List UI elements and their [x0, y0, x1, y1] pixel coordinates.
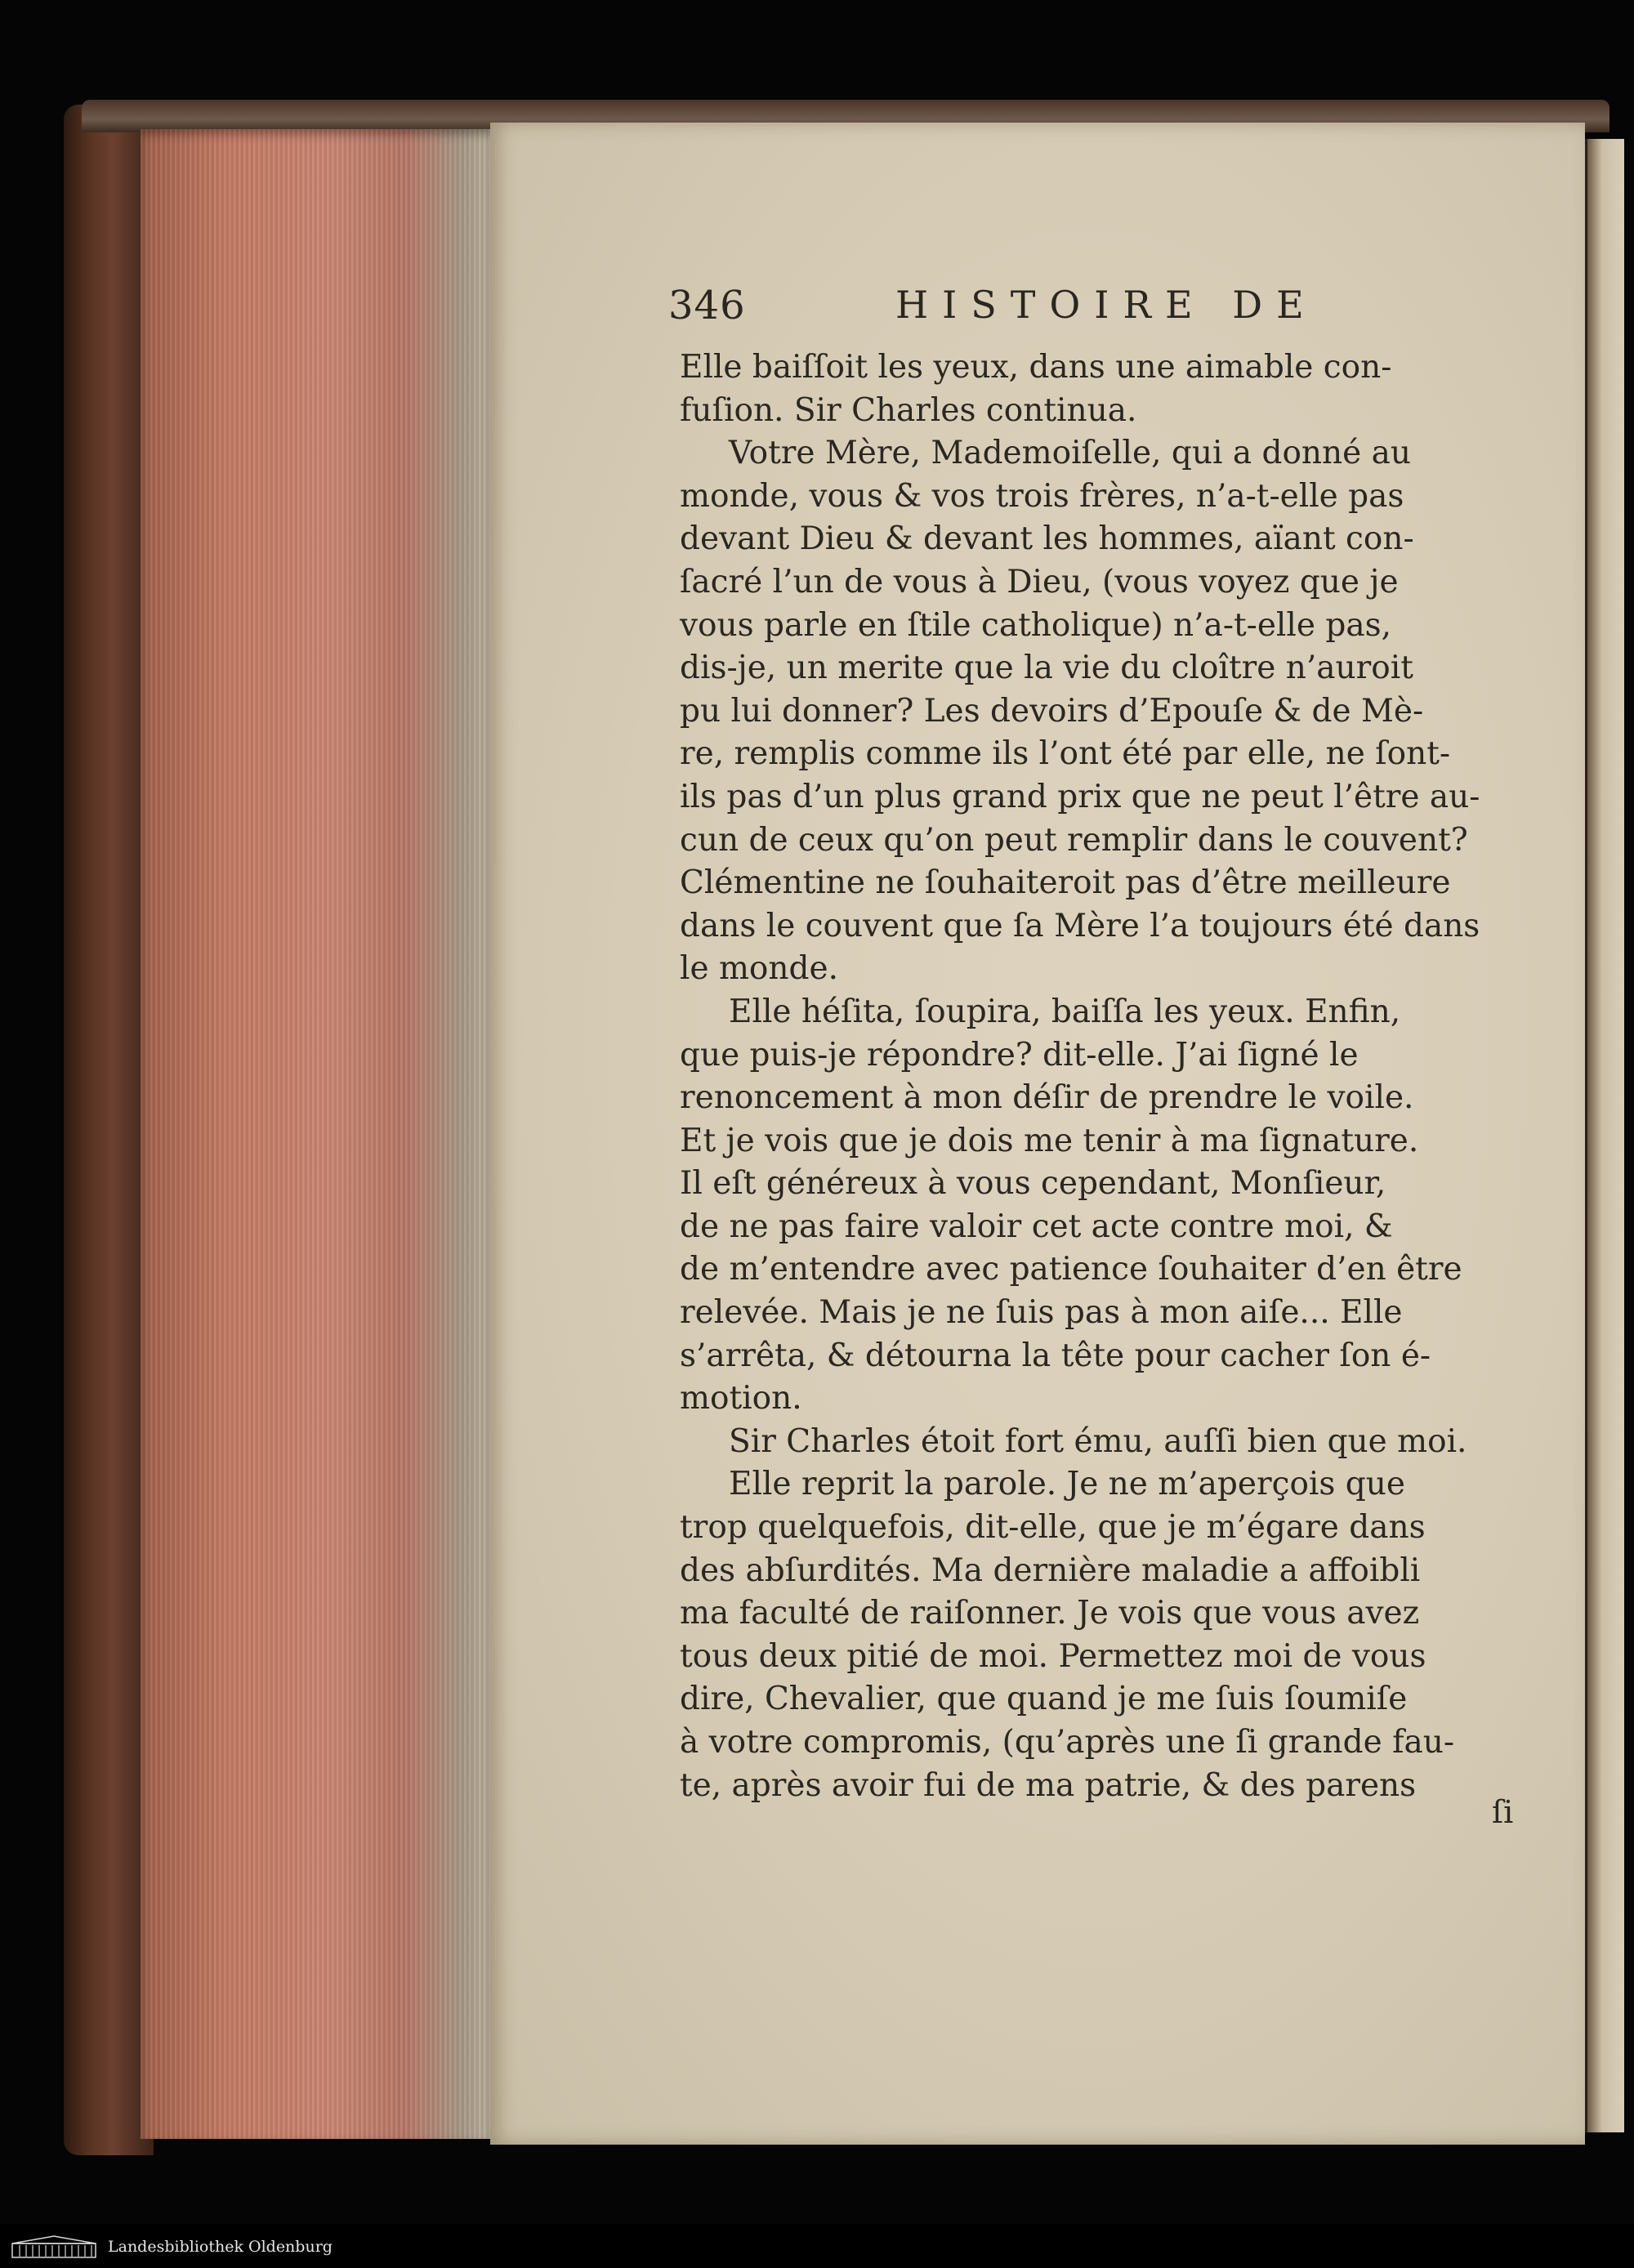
text-line: cun de ceux qu’on peut remplir dans le couvent?: [680, 821, 1468, 859]
text-line: Elle héſita, ſoupira, baiſſa les yeux. Enfin,: [729, 993, 1401, 1030]
text-line: fuſion. Sir Charles continua.: [680, 391, 1137, 429]
text-line: que puis-je répondre? dit-elle. J’ai ſigné le: [680, 1036, 1359, 1074]
text-line: Elle baiſſoit les yeux, dans une aimable con-: [680, 349, 1392, 386]
text-line: à votre compromis, (qu’après une ſi grande fau-: [680, 1724, 1455, 1761]
running-title: HISTOIRE DE: [895, 283, 1318, 327]
text-line: des abſurdités. Ma dernière maladie a affoibli: [680, 1551, 1421, 1589]
running-head: [668, 283, 1518, 333]
text-line: motion.: [680, 1380, 802, 1418]
text-line: de ne pas faire valoir cet acte contre moi, &: [680, 1208, 1393, 1245]
text-line: re, remplis comme ils l’ont été par elle, ne ſont-: [680, 735, 1451, 773]
library-building-logo-icon: [11, 2235, 96, 2258]
page-number: 346: [668, 283, 746, 328]
text-line: tous deux pitié de moi. Permettez moi de vous: [680, 1637, 1426, 1675]
text-line: dans le couvent que ſa Mère l’a toujours été dans: [680, 907, 1480, 944]
text-line: renoncement à mon déſir de prendre le voile.: [680, 1079, 1414, 1117]
catchword: ſi: [1492, 1794, 1514, 1830]
text-line: Elle reprit la parole. Je ne m’aperçois que: [729, 1466, 1405, 1503]
text-line: ſacré l’un de vous à Dieu, (vous voyez que je: [680, 563, 1399, 600]
text-line: vous parle en ſtile catholique) n’a-t-elle pas,: [680, 606, 1391, 644]
facing-page-edge: [1585, 139, 1624, 2132]
text-line: de m’entendre avec patience ſouhaiter d’en être: [680, 1251, 1462, 1288]
text-line: Clémentine ne ſouhaiteroit pas d’être meilleure: [680, 864, 1451, 902]
text-line: ils pas d’un plus grand prix que ne peut l’être au-: [680, 778, 1480, 815]
text-line: ma faculté de raiſonner. Je vois que vous avez: [680, 1595, 1420, 1632]
text-line: devant Dieu & devant les hommes, aïant con-: [680, 520, 1414, 558]
text-line: Votre Mère, Mademoiſelle, qui a donné au: [729, 435, 1412, 472]
text-line: trop quelquefois, dit-elle, que je m’égare dans: [680, 1509, 1426, 1547]
text-line: le monde.: [680, 950, 838, 988]
text-line: dis-je, un merite que la vie du cloître n’auroit: [680, 650, 1413, 687]
institution-name: Landesbibliothek Oldenburg: [108, 2238, 333, 2256]
text-line: relevée. Mais je ne ſuis pas à mon aiſe... Elle: [680, 1294, 1403, 1332]
text-line: Il eſt généreux à vous cependant, Monſieur,: [680, 1165, 1386, 1203]
text-line: dire, Chevalier, que quand je me ſuis ſoumiſe: [680, 1681, 1408, 1718]
body-text: [680, 346, 1520, 1807]
page-fore-edge: [141, 129, 492, 2139]
text-line: monde, vous & vos trois frères, n’a-t-elle pas: [680, 477, 1404, 515]
text-line: pu lui donner? Les devoirs d’Epouſe & de Mè-: [680, 692, 1424, 730]
footer-bar: [0, 2224, 1634, 2268]
text-line: s’arrêta, & détourna la tête pour cacher ſon é-: [680, 1337, 1431, 1374]
text-line: Et je vois que je dois me tenir à ma ſignature.: [680, 1122, 1419, 1159]
text-line: Sir Charles étoit fort ému, auſſi bien que moi.: [729, 1422, 1467, 1460]
text-line: te, après avoir fui de ma patrie, & des parens: [680, 1766, 1417, 1804]
